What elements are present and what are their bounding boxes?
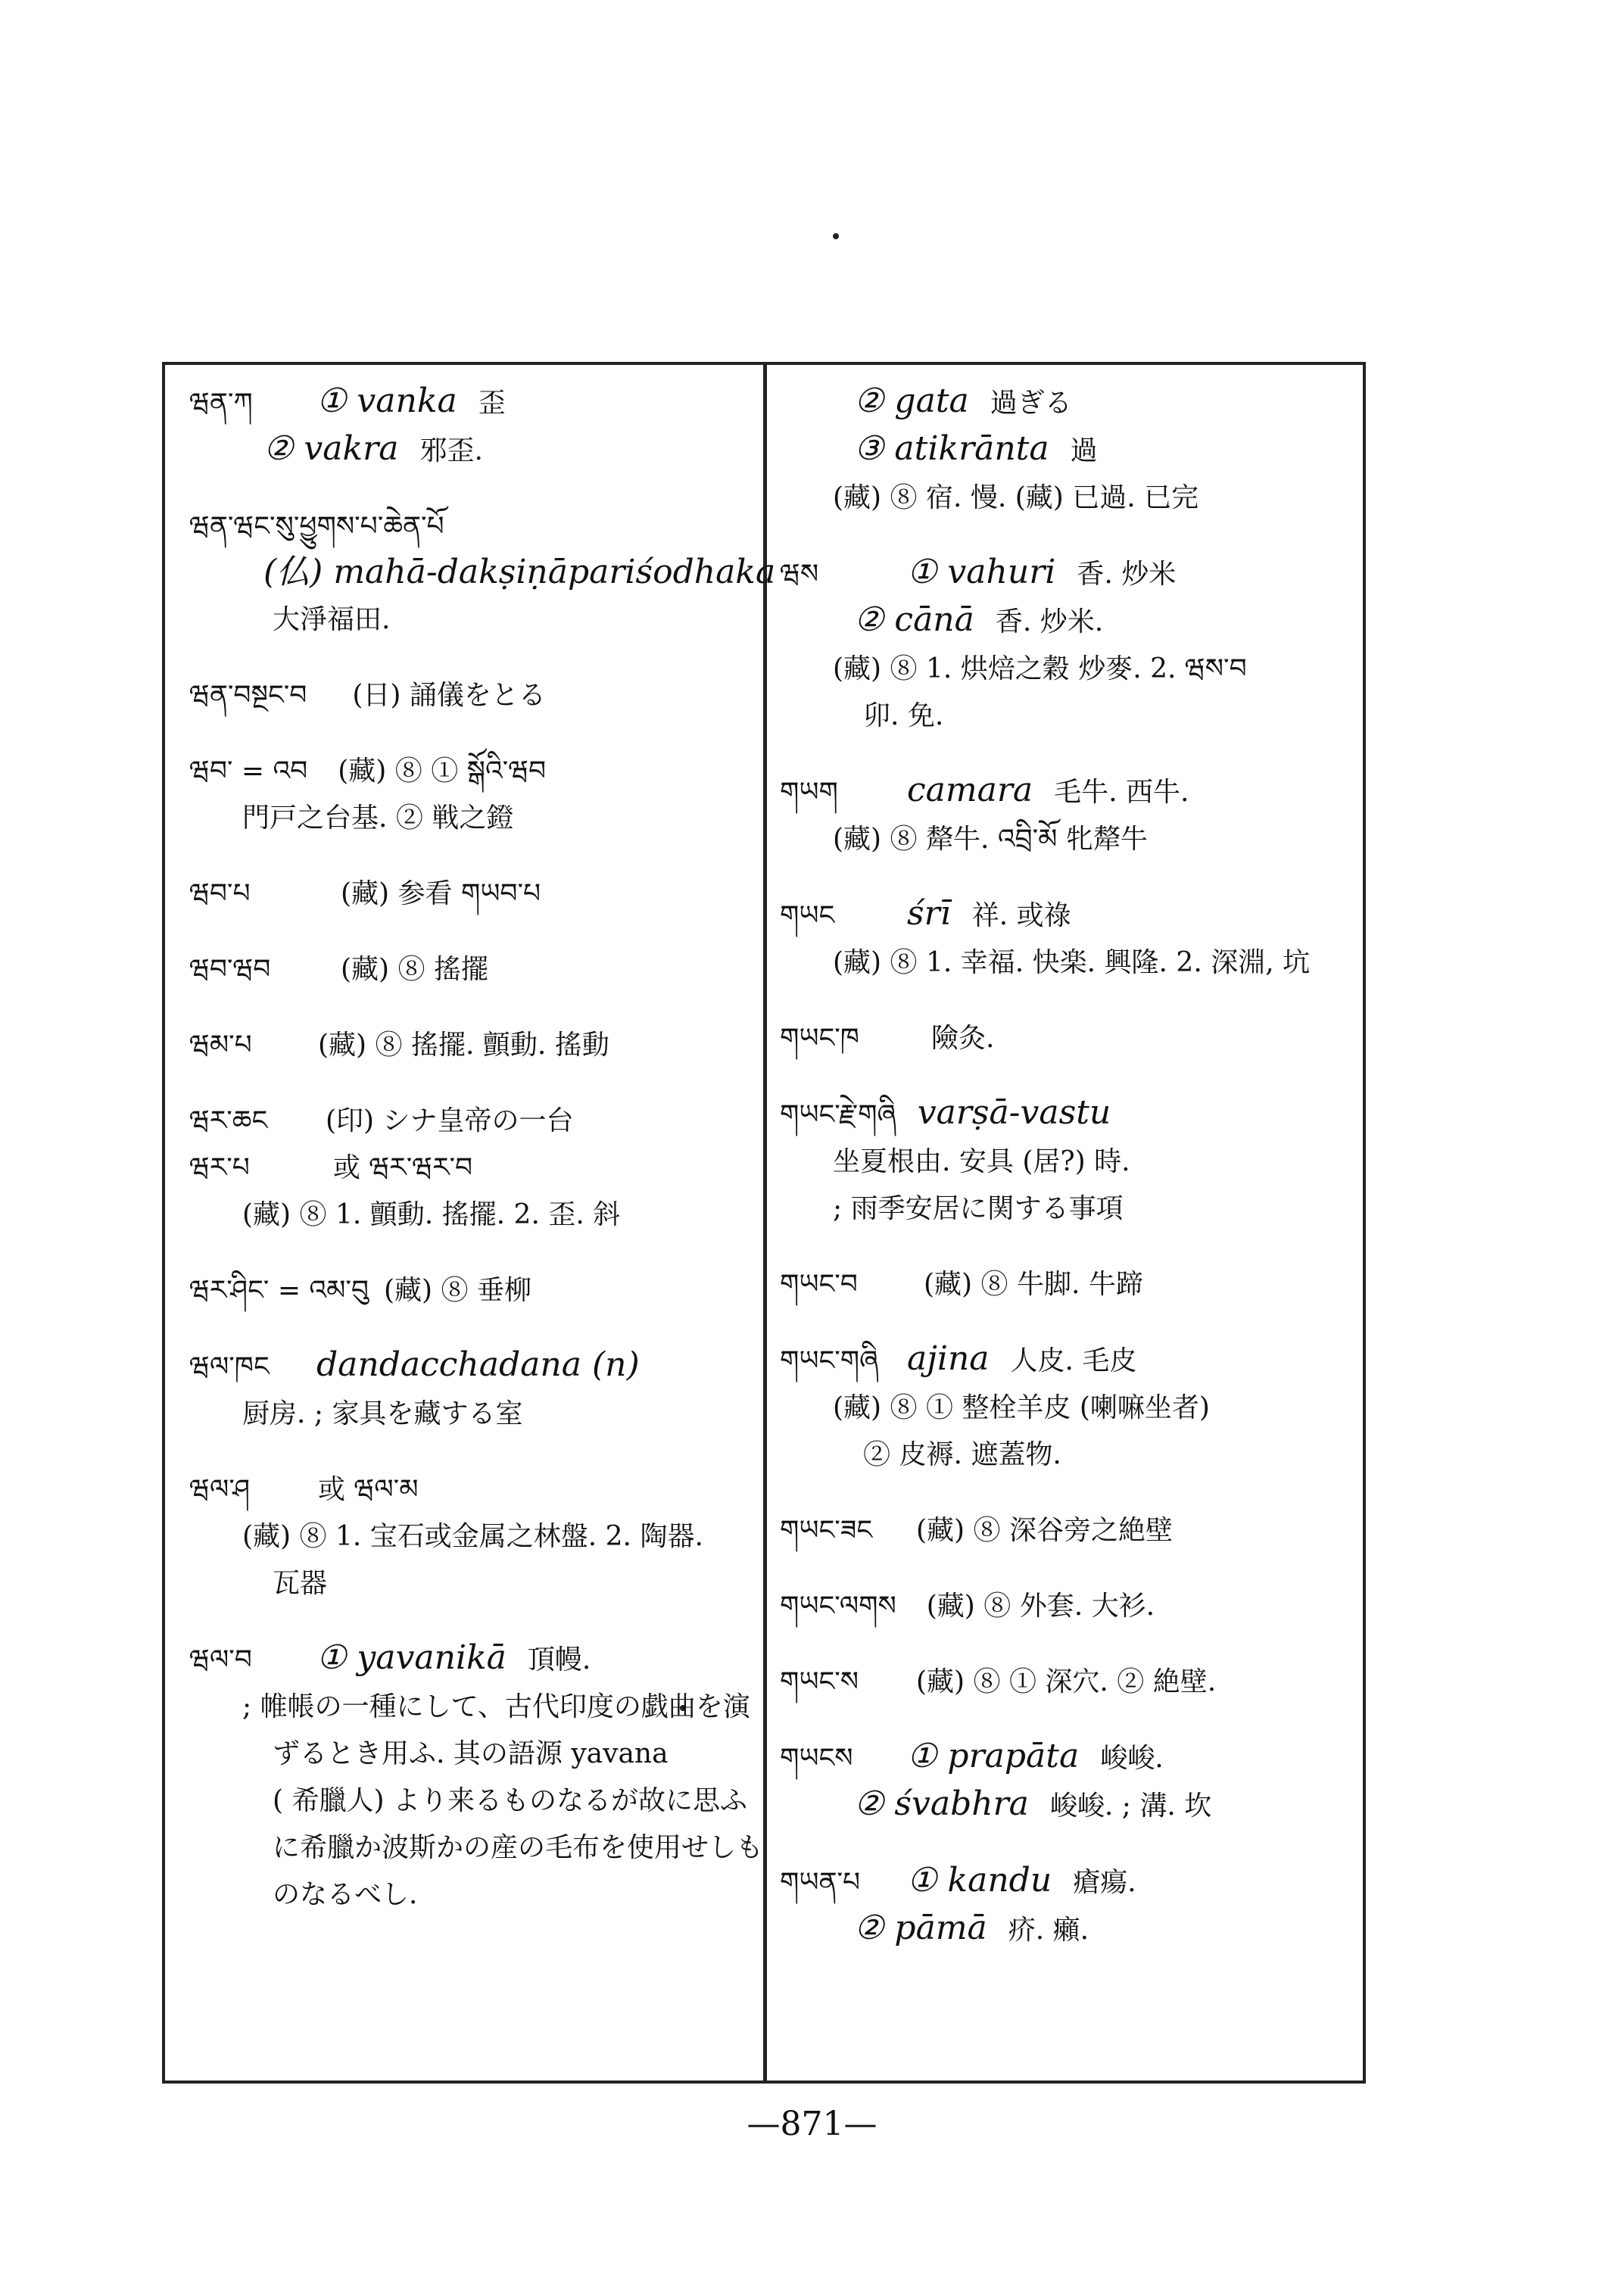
tibetan-headword: ཝལ་ཤ bbox=[189, 1474, 251, 1505]
entry-line bbox=[189, 1777, 750, 1824]
entry-line bbox=[780, 1185, 1355, 1232]
sanskrit-term: ② śvabhra bbox=[854, 1784, 1029, 1823]
gloss: 瓦器 bbox=[273, 1568, 328, 1599]
tibetan-headword: ཝབ་ = འབ bbox=[189, 756, 308, 787]
sanskrit-term: ① vahuri bbox=[907, 553, 1056, 591]
tibetan-headword: ཝལ་བ bbox=[189, 1644, 252, 1675]
gloss: 或 ཝལ་མ bbox=[318, 1474, 419, 1505]
entry-line bbox=[189, 426, 750, 474]
gloss: (藏) ⑧ 1. 顫動. 搖擺. 2. 歪. 斜 bbox=[242, 1199, 621, 1230]
tibetan-headword: གཡང་གཞི bbox=[780, 1345, 879, 1376]
entry-line bbox=[780, 1261, 1355, 1308]
entry-line bbox=[189, 870, 750, 917]
gloss: 卯. 免. bbox=[863, 700, 944, 731]
entry-line bbox=[189, 1021, 750, 1068]
tibetan-headword: ཝན་ཝང་སུ་ཕྱུགས་པ་ཆེན་པོ bbox=[189, 511, 444, 542]
entry-line bbox=[780, 1384, 1355, 1431]
entry-line bbox=[780, 1858, 1355, 1906]
entry-line bbox=[780, 768, 1355, 815]
entry-line bbox=[780, 692, 1355, 739]
entry-line bbox=[780, 597, 1355, 645]
gloss: (藏) ⑧ 宿. 慢. (藏) 已過. 已完 bbox=[833, 482, 1199, 513]
entry-line bbox=[780, 1507, 1355, 1554]
entry-line bbox=[189, 1466, 750, 1513]
entry-line bbox=[780, 939, 1355, 986]
entry-line bbox=[780, 891, 1355, 939]
entry-line bbox=[780, 379, 1355, 426]
gloss: (藏) ⑧ 搖擺. 顫動. 搖動 bbox=[318, 1030, 609, 1061]
tibetan-headword: ཝར་ཆང bbox=[189, 1105, 268, 1136]
entry-line bbox=[780, 550, 1355, 597]
entry-line bbox=[780, 1336, 1355, 1384]
entry-line bbox=[189, 946, 750, 993]
entry-line bbox=[189, 1390, 750, 1437]
sanskrit-term: ③ atikrānta bbox=[854, 429, 1049, 468]
sanskrit-term: ① kandu bbox=[907, 1861, 1052, 1900]
gloss: (藏) ⑧ 1. 宝石或金属之林盤. 2. 陶器. bbox=[242, 1521, 703, 1552]
entry-line bbox=[780, 1906, 1355, 1953]
entry-line bbox=[189, 1635, 750, 1683]
gloss: 頂幔. bbox=[527, 1644, 591, 1675]
gloss: 大淨福田. bbox=[273, 604, 391, 635]
gloss: ; 雨季安居に関する事項 bbox=[833, 1193, 1124, 1224]
tibetan-headword: ཝབ་ཝབ bbox=[189, 954, 271, 985]
gloss: 門戸之台基. ② 戦之鐙 bbox=[242, 803, 514, 834]
sanskrit-term: ajina bbox=[907, 1339, 990, 1378]
entry-line bbox=[189, 794, 750, 841]
tibetan-headword: ཝས bbox=[780, 559, 819, 590]
sanskrit-term: ① vanka bbox=[316, 382, 457, 420]
sanskrit-term: śrī bbox=[907, 894, 951, 933]
sanskrit-term: ① prapāta bbox=[907, 1737, 1080, 1775]
gloss: ( 希臘人) より来るものなるが故に思ふ bbox=[273, 1785, 747, 1816]
gloss: 過 bbox=[1070, 435, 1098, 466]
tibetan-headword: ཝན་ཀ bbox=[189, 388, 253, 419]
entry-line bbox=[189, 1267, 750, 1314]
tibetan-headword: གཡངས bbox=[780, 1743, 853, 1774]
gloss: 歪 bbox=[478, 388, 506, 419]
column-divider bbox=[763, 362, 767, 2084]
left-column bbox=[189, 379, 776, 1918]
gloss: のなるべし. bbox=[273, 1879, 418, 1910]
entry-line bbox=[780, 1090, 1355, 1138]
gloss: 或 ཝར་ཝར་བ bbox=[333, 1152, 473, 1183]
entry-line bbox=[780, 1781, 1355, 1829]
gloss: (藏) ⑧ 1. 烘焙之穀 炒麥. 2. ཝས་བ bbox=[833, 653, 1247, 684]
entry-line bbox=[189, 1683, 750, 1730]
entry-line bbox=[780, 426, 1355, 474]
entry-line bbox=[780, 815, 1355, 862]
entry-line bbox=[780, 645, 1355, 692]
gloss: (日) 誦儀をとる bbox=[352, 680, 546, 711]
entry-line bbox=[189, 1560, 750, 1607]
gloss: 香. 炒米. bbox=[995, 606, 1104, 637]
sanskrit-term: ② gata bbox=[854, 382, 969, 420]
gloss: 瘡瘍. bbox=[1073, 1867, 1136, 1898]
page-number: —871— bbox=[747, 2105, 877, 2143]
tibetan-headword: གཡང་ལགས bbox=[780, 1591, 896, 1622]
entry-line bbox=[189, 672, 750, 718]
sanskrit-term: dandacchadana (n) bbox=[316, 1345, 640, 1384]
tibetan-headword: ཝལ་ཁང bbox=[189, 1351, 270, 1382]
sanskrit-term: ② vakra bbox=[263, 429, 399, 468]
gloss: 疥. 癩. bbox=[1008, 1915, 1089, 1946]
gloss: 過ぎる bbox=[990, 388, 1072, 419]
gloss: (藏) ⑧ ① སྒོའི་ཝབ bbox=[338, 756, 547, 787]
gloss: 厨房. ; 家具を藏する室 bbox=[242, 1398, 523, 1429]
entry-line bbox=[189, 1097, 750, 1144]
entry-line bbox=[189, 747, 750, 794]
gloss: (藏) ⑧ 垂柳 bbox=[384, 1275, 531, 1306]
entry-line bbox=[189, 1824, 764, 1871]
entry-line bbox=[780, 1015, 1355, 1061]
tibetan-headword: ཝར་ཤིང་ = འམ་བུ bbox=[189, 1275, 369, 1306]
tibetan-headword: ཝབ་པ bbox=[189, 878, 251, 909]
gloss: 毛牛. 西牛. bbox=[1054, 777, 1189, 808]
gloss: (藏) ⑧ 深谷旁之絶壁 bbox=[916, 1515, 1173, 1546]
tibetan-headword: གཡག bbox=[780, 777, 838, 808]
gloss: (藏) ⑧ 外套. 大衫. bbox=[926, 1591, 1155, 1622]
gloss: 坐夏根由. 安具 (居?) 時. bbox=[833, 1146, 1130, 1177]
entry-line bbox=[189, 1342, 750, 1390]
gloss: 香. 炒米 bbox=[1077, 559, 1177, 590]
gloss: (藏) ⑧ ① 深穴. ② 絶壁. bbox=[916, 1666, 1217, 1697]
entry-line bbox=[189, 1191, 750, 1238]
sanskrit-term: varṣā-vastu bbox=[917, 1093, 1111, 1132]
gloss: 祥. 或祿 bbox=[971, 900, 1071, 931]
entry-line bbox=[780, 1431, 1355, 1478]
entry-line bbox=[189, 1871, 750, 1918]
entry-line bbox=[780, 1582, 1355, 1629]
gloss: (藏) 参看 གཡབ་པ bbox=[341, 878, 541, 909]
entry-line bbox=[189, 1730, 750, 1777]
gloss: ② 皮褥. 遮蓋物. bbox=[863, 1439, 1061, 1470]
entry-line bbox=[780, 1658, 1355, 1705]
speck-mark bbox=[833, 233, 839, 239]
entry-line bbox=[780, 474, 1355, 521]
gloss: (藏) ⑧ ① 整栓羊皮 (喇嘛坐者) bbox=[833, 1392, 1210, 1423]
tibetan-headword: གཡན་པ bbox=[780, 1867, 861, 1898]
gloss: 邪歪. bbox=[419, 435, 483, 466]
tibetan-headword: ཝར་པ bbox=[189, 1152, 250, 1183]
gloss: (藏) ⑧ 1. 幸福. 快楽. 興隆. 2. 深淵, 坑 bbox=[833, 947, 1311, 978]
tibetan-headword: གཡང་ཁ bbox=[780, 1023, 859, 1054]
entry-line bbox=[189, 1144, 750, 1191]
gloss: (印) シナ皇帝の一台 bbox=[326, 1105, 574, 1136]
entry-line bbox=[189, 596, 750, 643]
gloss: (藏) ⑧ 牛脚. 牛蹄 bbox=[924, 1269, 1143, 1300]
tibetan-headword: གཡང bbox=[780, 900, 835, 931]
gloss: に希臘か波斯かの産の毛布を使用せしも bbox=[273, 1832, 764, 1863]
sanskrit-term: ② cānā bbox=[854, 600, 974, 639]
gloss: 險灸. bbox=[931, 1023, 995, 1054]
sanskrit-term: ② pāmā bbox=[854, 1909, 987, 1947]
tibetan-headword: གཡང་བ bbox=[780, 1269, 858, 1300]
gloss: (藏) ⑧ 搖擺 bbox=[341, 954, 488, 985]
tibetan-headword: ཝན་བསྔང་བ bbox=[189, 680, 307, 711]
gloss: 人皮. 毛皮 bbox=[1010, 1345, 1137, 1376]
entry-line bbox=[780, 1138, 1355, 1185]
entry-line bbox=[780, 1734, 1355, 1781]
entry-headword-line bbox=[189, 503, 750, 550]
entry-line bbox=[189, 550, 776, 596]
gloss: ; 帷帳の一種にして、古代印度の戯曲を演 bbox=[242, 1691, 750, 1722]
sanskrit-term: (仏) mahā-dakṣiṇāpariśodhaka bbox=[263, 553, 776, 591]
sanskrit-term: ① yavanikā bbox=[316, 1638, 507, 1677]
tibetan-headword: ཝམ་པ bbox=[189, 1030, 252, 1061]
tibetan-headword: གཡང་ས bbox=[780, 1666, 859, 1697]
entry-line bbox=[189, 1513, 750, 1560]
gloss: 峻峻. bbox=[1100, 1743, 1164, 1774]
gloss: (藏) ⑧ 犛牛. འབྲི་མོ 牝犛牛 bbox=[833, 824, 1148, 855]
sanskrit-term: camara bbox=[907, 771, 1033, 809]
gloss: 峻峻. ; 溝. 坎 bbox=[1049, 1791, 1212, 1822]
tibetan-headword: གཡང་རྗེ་གཞི bbox=[780, 1099, 896, 1130]
gloss: ずるとき用ふ. 其の語源 yavana bbox=[273, 1738, 669, 1769]
right-column bbox=[780, 379, 1355, 1953]
entry-vanka bbox=[189, 379, 750, 426]
tibetan-headword: གཡང་ཟང bbox=[780, 1515, 873, 1546]
